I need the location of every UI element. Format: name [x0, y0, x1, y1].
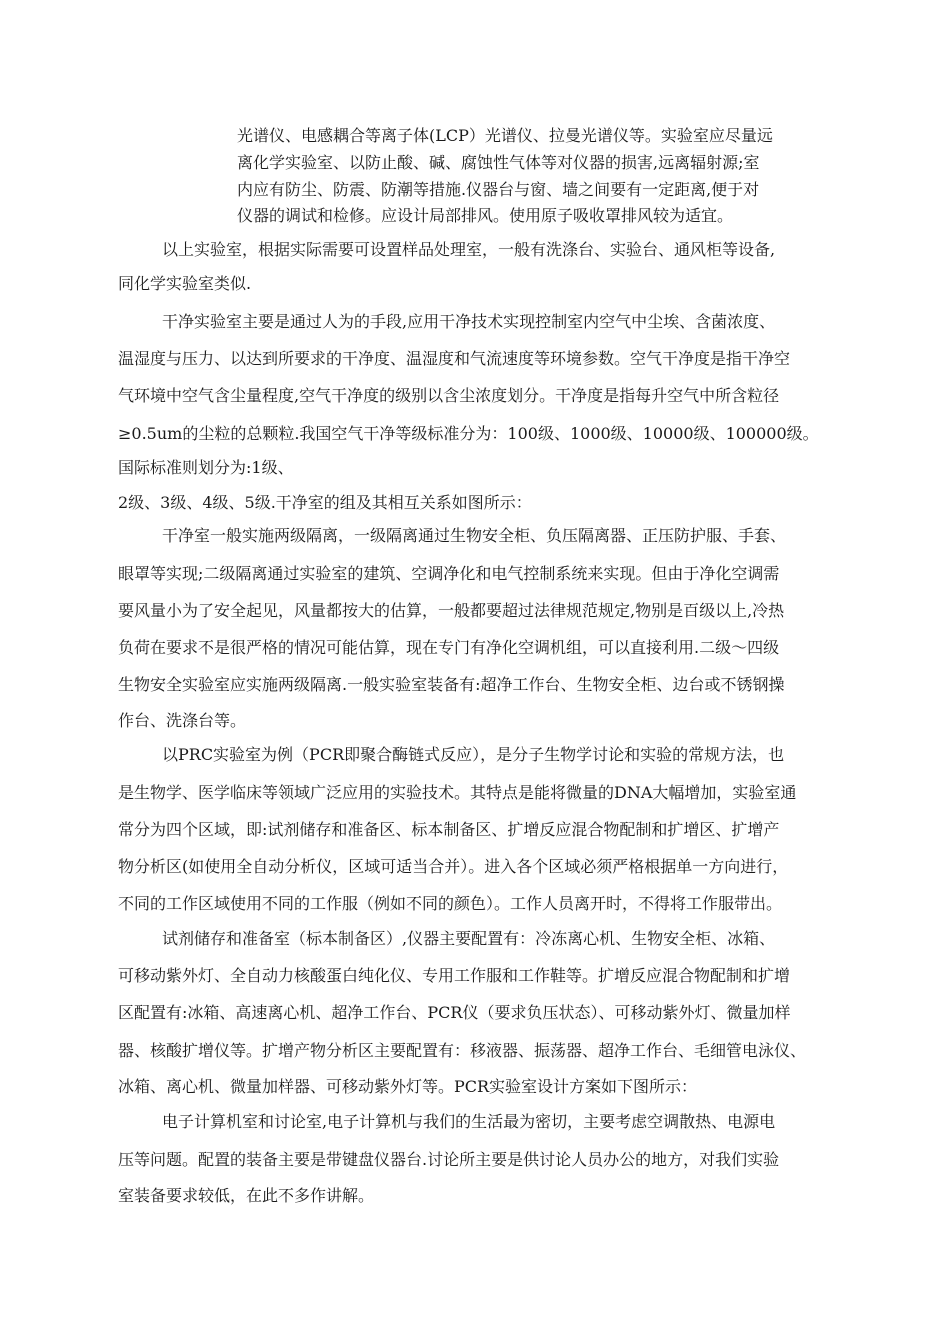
paragraph-first-line: 试剂储存和准备室（标本制备区）,仪器主要配置有：冷冻离心机、生物安全柜、冰箱、: [162, 929, 776, 948]
text-line: 不同的工作区域使用不同的工作服（例如不同的颜色）。工作人员离开时，不得将工作服带出。: [118, 894, 783, 913]
text-line: 2级、3级、4级、5级.干净室的组及其相互关系如图所示：: [118, 493, 532, 512]
text-line: 离化学实验室、以防止酸、碱、腐蚀性气体等对仪器的损害,远离辐射源;室: [237, 153, 760, 172]
text-line: 生物安全实验室应实施两级隔离.一般实验室装备有:超净工作台、生物安全柜、边台或不锈钢操: [118, 675, 785, 694]
text-line: 同化学实验室类似.: [118, 274, 252, 293]
paragraph-first-line: 干净实验室主要是通过人为的手段,应用干净技术实现控制室内空气中尘埃、含菌浓度、: [162, 312, 776, 331]
paragraph-first-line: 以PRC实验室为例（PCR即聚合酶链式反应），是分子生物学讨论和实验的常规方法，也: [162, 745, 785, 764]
text-line: 是生物学、医学临床等领域广泛应用的实验技术。其特点是能将微量的DNA大幅增加，实验室通: [118, 783, 797, 802]
paragraph-first-line: 干净室一般实施两级隔离，一级隔离通过生物安全柜、负压隔离器、正压防护服、手套、: [162, 526, 787, 545]
paragraph-first-line: 以上实验室，根据实际需要可设置样品处理室，一般有洗涤台、实验台、通风柜等设备,: [162, 240, 776, 259]
text-line: 常分为四个区域，即:试剂储存和准备区、标本制备区、扩增反应混合物配制和扩增区、扩增产: [118, 820, 780, 839]
text-line: 区配置有:冰箱、高速离心机、超净工作台、PCR仪（要求负压状态）、可移动紫外灯、微量加样: [118, 1003, 791, 1022]
text-line: ≥0.5um的尘粒的总颗粒.我国空气干净等级标准分为：100级、1000级、10000级、100000级。: [118, 424, 819, 443]
text-line: 要风量小为了安全起见，风量都按大的估算，一般都要超过法律规范规定,物别是百级以上,冷热: [118, 601, 785, 620]
text-line: 光谱仪、电感耦合等离子体(LCP）光谱仪、拉曼光谱仪等。实验室应尽量远: [237, 126, 773, 145]
text-line: 作台、洗涤台等。: [118, 711, 247, 730]
text-line: 器、核酸扩增仪等。扩增产物分析区主要配置有：移液器、振荡器、超净工作台、毛细管电泳仪、: [118, 1041, 807, 1060]
text-line: 内应有防尘、防震、防潮等措施.仪器台与窗、墙之间要有一定距离,便于对: [237, 180, 760, 199]
text-line: 眼罩等实现;二级隔离通过实验室的建筑、空调净化和电气控制系统来实现。但由于净化空调需: [118, 564, 780, 583]
text-line: 室装备要求较低，在此不多作讲解。: [118, 1186, 375, 1205]
text-line: 冰箱、离心机、微量加样器、可移动紫外灯等。PCR实验室设计方案如下图所示：: [118, 1077, 698, 1096]
text-line: 物分析区(如使用全自动分析仪，区域可适当合并）。进入各个区域必须严格根据单一方向进行，: [118, 857, 789, 876]
text-line: 温湿度与压力、以达到所要求的干净度、温湿度和气流速度等环境参数。空气干净度是指干净空: [118, 349, 791, 368]
text-line: 国际标准则划分为:1级、: [118, 458, 294, 477]
text-line: 气环境中空气含尘量程度,空气干净度的级别以含尘浓度划分。干净度是指每升空气中所含粒径: [118, 386, 780, 405]
text-line: 负荷在要求不是很严格的情况可能估算，现在专门有净化空调机组，可以直接利用.二级～四级: [118, 638, 780, 657]
text-line: 可移动紫外灯、全自动力核酸蛋白纯化仪、专用工作服和工作鞋等。扩增反应混合物配制和扩增: [118, 966, 791, 985]
text-line: 压等问题。配置的装备主要是带键盘仪器台.讨论所主要是供讨论人员办公的地方，对我们实验: [118, 1150, 780, 1169]
paragraph-first-line: 电子计算机室和讨论室,电子计算机与我们的生活最为密切，主要考虑空调散热、电源电: [162, 1112, 776, 1131]
text-line: 仪器的调试和检修。应设计局部排风。使用原子吸收罩排风较为适宜。: [237, 206, 734, 225]
